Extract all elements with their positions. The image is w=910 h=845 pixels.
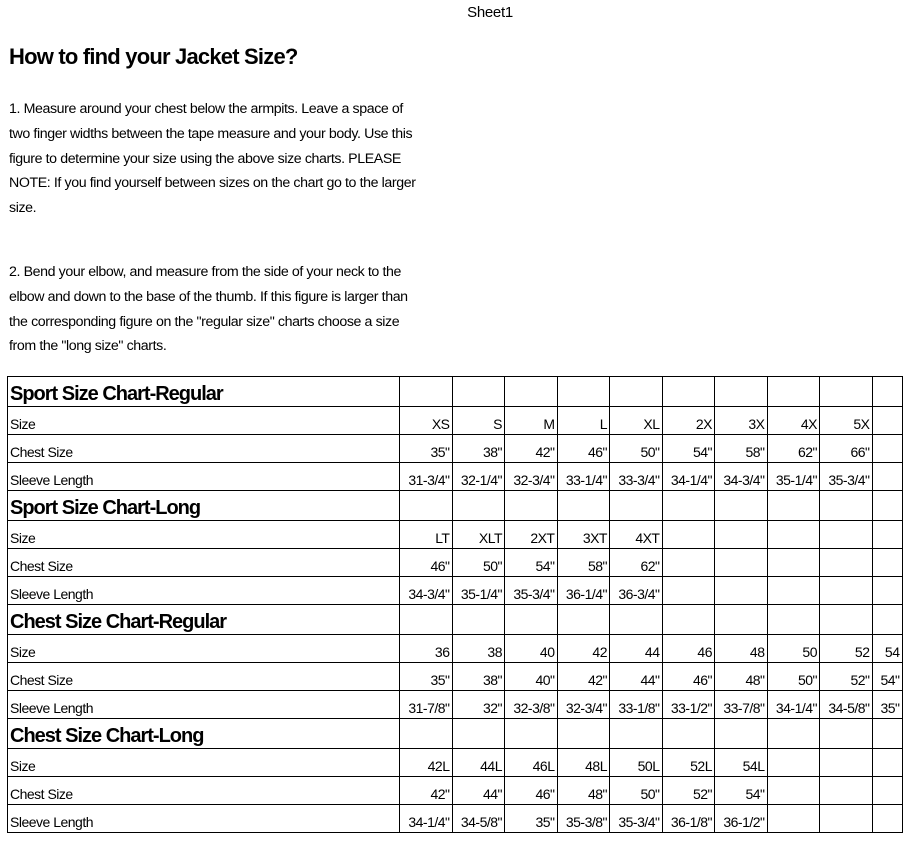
table-cell: 46" bbox=[505, 777, 558, 805]
empty-cell bbox=[820, 491, 873, 521]
row-label: Chest Size bbox=[8, 549, 400, 577]
table-cell bbox=[872, 777, 902, 805]
table-cell: 31-7/8" bbox=[400, 691, 453, 719]
table-cell: 34-1/4" bbox=[767, 691, 820, 719]
table-cell: 46" bbox=[662, 663, 715, 691]
table-cell: 40 bbox=[505, 635, 558, 663]
table-cell: 50 bbox=[767, 635, 820, 663]
table-cell: 36-1/8" bbox=[662, 805, 715, 833]
table-cell bbox=[872, 407, 902, 435]
table-cell: 52" bbox=[662, 777, 715, 805]
table-row bbox=[8, 635, 903, 663]
row-label: Size bbox=[8, 407, 400, 435]
table-cell: 3X bbox=[715, 407, 768, 435]
table-cell: 36-1/4" bbox=[557, 577, 610, 605]
table-cell: 44 bbox=[610, 635, 663, 663]
table-cell: 32-1/4" bbox=[452, 463, 505, 491]
table-cell: M bbox=[505, 407, 558, 435]
table-cell bbox=[767, 749, 820, 777]
chart-header-row-chest-size-chart-regular bbox=[8, 605, 903, 635]
size-chart-table bbox=[7, 376, 903, 833]
empty-cell bbox=[505, 719, 558, 749]
table-cell bbox=[872, 435, 902, 463]
table-cell: 54" bbox=[872, 663, 902, 691]
table-cell bbox=[820, 777, 873, 805]
table-row bbox=[8, 521, 903, 549]
table-cell: 50" bbox=[452, 549, 505, 577]
sheet-name: Sheet1 bbox=[467, 4, 513, 21]
table-cell bbox=[767, 521, 820, 549]
table-cell bbox=[715, 577, 768, 605]
empty-cell bbox=[505, 491, 558, 521]
table-cell: 2X bbox=[662, 407, 715, 435]
table-row bbox=[8, 663, 903, 691]
table-row bbox=[8, 463, 903, 491]
table-cell bbox=[662, 521, 715, 549]
table-cell bbox=[820, 577, 873, 605]
empty-cell bbox=[557, 605, 610, 635]
empty-cell bbox=[715, 491, 768, 521]
table-cell: 50L bbox=[610, 749, 663, 777]
table-cell: 35-3/4" bbox=[610, 805, 663, 833]
table-cell: 4XT bbox=[610, 521, 663, 549]
row-label: Chest Size bbox=[8, 663, 400, 691]
table-cell: 52L bbox=[662, 749, 715, 777]
table-cell bbox=[767, 805, 820, 833]
empty-cell bbox=[400, 605, 453, 635]
table-cell: 48L bbox=[557, 749, 610, 777]
empty-cell bbox=[452, 377, 505, 407]
table-cell bbox=[715, 521, 768, 549]
empty-cell bbox=[820, 377, 873, 407]
table-cell: 38" bbox=[452, 663, 505, 691]
table-cell: 42" bbox=[505, 435, 558, 463]
table-cell: 35-3/4" bbox=[505, 577, 558, 605]
empty-cell bbox=[557, 377, 610, 407]
chart-header-row-sport-size-chart-long bbox=[8, 491, 903, 521]
table-cell: XS bbox=[400, 407, 453, 435]
table-cell: 4X bbox=[767, 407, 820, 435]
row-label: Size bbox=[8, 635, 400, 663]
table-cell bbox=[767, 777, 820, 805]
table-row bbox=[8, 805, 903, 833]
empty-cell bbox=[557, 491, 610, 521]
table-cell: 5X bbox=[820, 407, 873, 435]
row-label: Chest Size bbox=[8, 777, 400, 805]
empty-cell bbox=[662, 491, 715, 521]
table-row bbox=[8, 777, 903, 805]
table-cell bbox=[872, 549, 902, 577]
table-cell bbox=[767, 577, 820, 605]
table-cell: 2XT bbox=[505, 521, 558, 549]
empty-cell bbox=[872, 605, 902, 635]
table-cell: 48" bbox=[557, 777, 610, 805]
table-cell: 42" bbox=[400, 777, 453, 805]
table-cell: 34-3/4" bbox=[715, 463, 768, 491]
table-cell: 42 bbox=[557, 635, 610, 663]
empty-cell bbox=[400, 377, 453, 407]
table-cell: 33-1/4" bbox=[557, 463, 610, 491]
empty-cell bbox=[610, 491, 663, 521]
table-cell: 38" bbox=[452, 435, 505, 463]
empty-cell bbox=[872, 377, 902, 407]
table-cell: 40" bbox=[505, 663, 558, 691]
table-cell: 35-1/4" bbox=[767, 463, 820, 491]
table-cell: 3XT bbox=[557, 521, 610, 549]
chart-title: Sport Size Chart-Regular bbox=[8, 377, 400, 407]
empty-cell bbox=[767, 377, 820, 407]
table-cell: 35" bbox=[400, 663, 453, 691]
table-row bbox=[8, 691, 903, 719]
table-cell: 38 bbox=[452, 635, 505, 663]
empty-cell bbox=[820, 719, 873, 749]
table-cell bbox=[662, 549, 715, 577]
table-cell: 52" bbox=[820, 663, 873, 691]
table-cell: 35" bbox=[872, 691, 902, 719]
chart-title: Chest Size Chart-Long bbox=[8, 719, 400, 749]
row-label: Sleeve Length bbox=[8, 805, 400, 833]
table-cell bbox=[820, 521, 873, 549]
table-cell: 50" bbox=[767, 663, 820, 691]
row-label: Size bbox=[8, 521, 400, 549]
sleeve-measure-instructions: 2. Bend your elbow, and measure from the side of your neck to the elbow and down to the base of the thumb. If this figure is larger than the corresponding figure on the "regular size" charts choose a size from the "long size" charts. bbox=[9, 264, 408, 355]
table-cell: 46L bbox=[505, 749, 558, 777]
table-cell: 54" bbox=[715, 777, 768, 805]
page-title: How to find your Jacket Size? bbox=[9, 44, 298, 69]
empty-cell bbox=[715, 719, 768, 749]
empty-cell bbox=[610, 719, 663, 749]
table-cell: 46" bbox=[557, 435, 610, 463]
table-cell bbox=[820, 749, 873, 777]
empty-cell bbox=[400, 491, 453, 521]
chart-header-row-sport-size-chart-regular bbox=[8, 377, 903, 407]
table-row bbox=[8, 407, 903, 435]
table-cell: 33-1/8" bbox=[610, 691, 663, 719]
table-cell: 44" bbox=[610, 663, 663, 691]
table-cell bbox=[820, 549, 873, 577]
table-cell: 32" bbox=[452, 691, 505, 719]
empty-cell bbox=[662, 719, 715, 749]
empty-cell bbox=[400, 719, 453, 749]
empty-cell bbox=[452, 605, 505, 635]
table-cell: 35-3/4" bbox=[820, 463, 873, 491]
table-cell: 54 bbox=[872, 635, 902, 663]
empty-cell bbox=[767, 719, 820, 749]
table-cell bbox=[662, 577, 715, 605]
table-cell: 34-5/8" bbox=[820, 691, 873, 719]
empty-cell bbox=[452, 719, 505, 749]
table-cell: 58" bbox=[715, 435, 768, 463]
chart-title: Sport Size Chart-Long bbox=[8, 491, 400, 521]
table-cell bbox=[872, 805, 902, 833]
empty-cell bbox=[610, 377, 663, 407]
empty-cell bbox=[872, 719, 902, 749]
table-row bbox=[8, 435, 903, 463]
row-label: Sleeve Length bbox=[8, 463, 400, 491]
table-cell bbox=[872, 749, 902, 777]
table-cell: 31-3/4" bbox=[400, 463, 453, 491]
table-cell: 44" bbox=[452, 777, 505, 805]
table-cell: 36-1/2" bbox=[715, 805, 768, 833]
table-cell bbox=[872, 463, 902, 491]
empty-cell bbox=[557, 719, 610, 749]
table-cell: 42" bbox=[557, 663, 610, 691]
table-cell: 48" bbox=[715, 663, 768, 691]
table-cell: 35-3/8" bbox=[557, 805, 610, 833]
table-cell: 35" bbox=[505, 805, 558, 833]
empty-cell bbox=[767, 605, 820, 635]
table-cell: 44L bbox=[452, 749, 505, 777]
table-cell: 50" bbox=[610, 777, 663, 805]
empty-cell bbox=[505, 605, 558, 635]
table-cell: 33-1/2" bbox=[662, 691, 715, 719]
table-row bbox=[8, 749, 903, 777]
table-cell: 62" bbox=[610, 549, 663, 577]
table-cell: L bbox=[557, 407, 610, 435]
table-cell: 66" bbox=[820, 435, 873, 463]
empty-cell bbox=[715, 377, 768, 407]
table-cell: 33-7/8" bbox=[715, 691, 768, 719]
size-chart-body bbox=[8, 377, 903, 833]
empty-cell bbox=[767, 491, 820, 521]
table-cell bbox=[872, 577, 902, 605]
row-label: Sleeve Length bbox=[8, 577, 400, 605]
table-cell: 52 bbox=[820, 635, 873, 663]
table-cell: 34-5/8" bbox=[452, 805, 505, 833]
table-cell: XLT bbox=[452, 521, 505, 549]
table-cell: 34-1/4" bbox=[662, 463, 715, 491]
table-cell: 48 bbox=[715, 635, 768, 663]
table-cell: 42L bbox=[400, 749, 453, 777]
table-cell: 58" bbox=[557, 549, 610, 577]
table-cell: 62" bbox=[767, 435, 820, 463]
empty-cell bbox=[610, 605, 663, 635]
chart-title: Chest Size Chart-Regular bbox=[8, 605, 400, 635]
chart-header-row-chest-size-chart-long bbox=[8, 719, 903, 749]
table-cell: 32-3/4" bbox=[557, 691, 610, 719]
empty-cell bbox=[662, 605, 715, 635]
table-cell bbox=[767, 549, 820, 577]
table-cell: 34-1/4" bbox=[400, 805, 453, 833]
table-cell: 54L bbox=[715, 749, 768, 777]
table-cell: 54" bbox=[662, 435, 715, 463]
table-row bbox=[8, 577, 903, 605]
table-cell: S bbox=[452, 407, 505, 435]
table-cell: 50" bbox=[610, 435, 663, 463]
table-cell: 46" bbox=[400, 549, 453, 577]
table-cell bbox=[820, 805, 873, 833]
table-cell: 32-3/4" bbox=[505, 463, 558, 491]
table-cell: 32-3/8" bbox=[505, 691, 558, 719]
table-cell: 35" bbox=[400, 435, 453, 463]
empty-cell bbox=[662, 377, 715, 407]
table-cell: 33-3/4" bbox=[610, 463, 663, 491]
chest-measure-instructions: 1. Measure around your chest below the armpits. Leave a space of two finger widths between the tape measure and your body. Use this figure to determine your size using the above size charts. PLEASE NOTE: If you find yourself between sizes on the chart go to the larger size. bbox=[9, 101, 416, 217]
table-cell: XL bbox=[610, 407, 663, 435]
table-row bbox=[8, 549, 903, 577]
table-cell: 34-3/4" bbox=[400, 577, 453, 605]
table-cell: 36 bbox=[400, 635, 453, 663]
table-cell: 35-1/4" bbox=[452, 577, 505, 605]
empty-cell bbox=[820, 605, 873, 635]
table-cell: 54" bbox=[505, 549, 558, 577]
empty-cell bbox=[505, 377, 558, 407]
table-cell bbox=[872, 521, 902, 549]
empty-cell bbox=[715, 605, 768, 635]
empty-cell bbox=[452, 491, 505, 521]
empty-cell bbox=[872, 491, 902, 521]
table-cell: 36-3/4" bbox=[610, 577, 663, 605]
row-label: Sleeve Length bbox=[8, 691, 400, 719]
table-cell: 46 bbox=[662, 635, 715, 663]
row-label: Chest Size bbox=[8, 435, 400, 463]
table-cell bbox=[715, 549, 768, 577]
table-cell: LT bbox=[400, 521, 453, 549]
row-label: Size bbox=[8, 749, 400, 777]
